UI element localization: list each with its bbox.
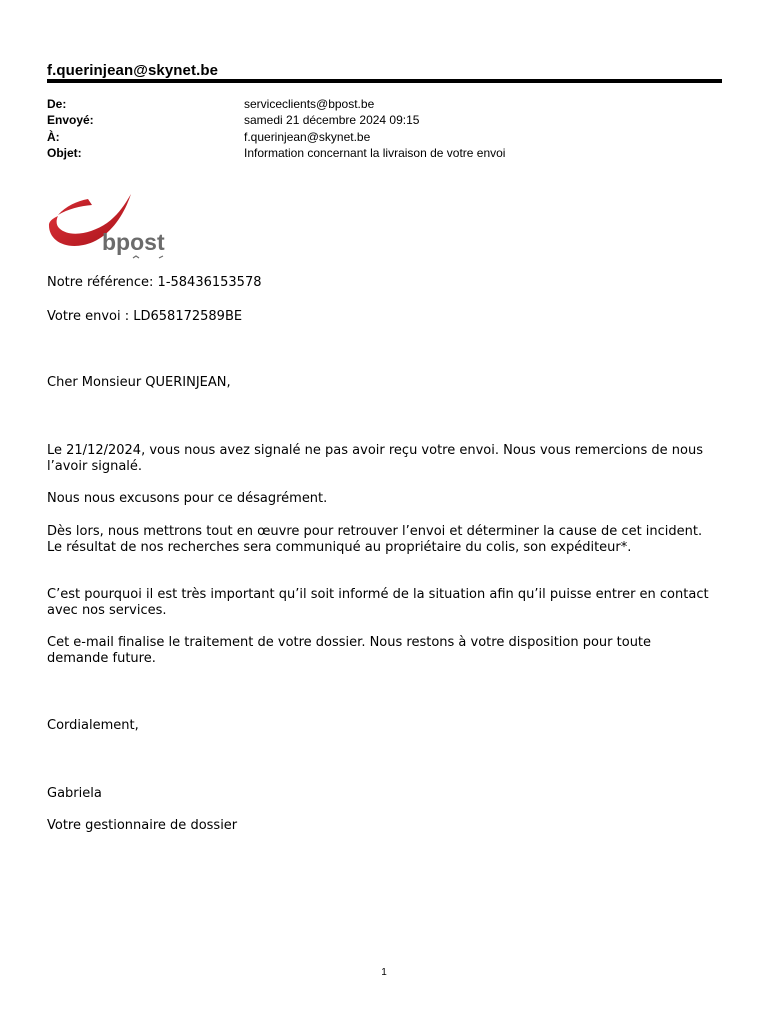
paragraph-apology: Nous nous excusons pour ce désagrément. <box>47 491 328 506</box>
bpost-logo-wordmark: bpost <box>102 229 165 255</box>
header-divider <box>47 79 722 83</box>
header-label-to: À: <box>47 129 60 144</box>
greeting: Cher Monsieur QUERINJEAN, <box>47 375 231 390</box>
reference-line: Notre référence: 1-58436153578 <box>47 275 262 290</box>
header-label-sent: Envoyé: <box>47 113 94 128</box>
closing-salutation: Cordialement, <box>47 718 139 733</box>
signature-title: Votre gestionnaire de dossier <box>47 818 238 833</box>
paragraph-investigation: Dès lors, nous mettrons tout en œuvre pour retrouver l’envoi et déterminer la cause de cet incident. Le résultat de nos recherches sera communiqué au propriétaire du colis, son expéditeur*. <box>47 524 703 555</box>
email-owner-address: f.querinjean@skynet.be <box>47 62 219 79</box>
header-row-to <box>47 129 722 145</box>
header-value-sent: samedi 21 décembre 2024 09:15 <box>244 113 420 128</box>
paragraph-closing-file: Cet e-mail finalise le traitement de votre dossier. Nous restons à votre disposition pour toute demande future. <box>47 635 652 666</box>
header-value-to: f.querinjean@skynet.be <box>244 129 371 144</box>
header-label-subject: Objet: <box>47 145 82 160</box>
page-number: 1 <box>381 967 387 978</box>
header-row-from <box>47 96 722 112</box>
shipment-line: Votre envoi : LD658172589BE <box>47 309 243 324</box>
bpost-logo <box>47 190 192 260</box>
header-row-subject <box>47 145 722 161</box>
header-label-from: De: <box>47 97 67 111</box>
header-value-from: serviceclients@bpost.be <box>244 97 375 111</box>
header-value-subject: Information concernant la livraison de votre envoi <box>244 145 506 160</box>
email-header-block <box>47 96 722 161</box>
paragraph-sender-info: C’est pourquoi il est très important qu’il soit informé de la situation afin qu’il puisse entrer en contact avec nos services. <box>47 587 709 618</box>
signature-name: Gabriela <box>47 786 102 801</box>
header-row-sent <box>47 112 722 128</box>
paragraph-report: Le 21/12/2024, vous nous avez signalé ne pas avoir reçu votre envoi. Nous vous remercions de nous l’avoir signalé. <box>47 443 703 474</box>
